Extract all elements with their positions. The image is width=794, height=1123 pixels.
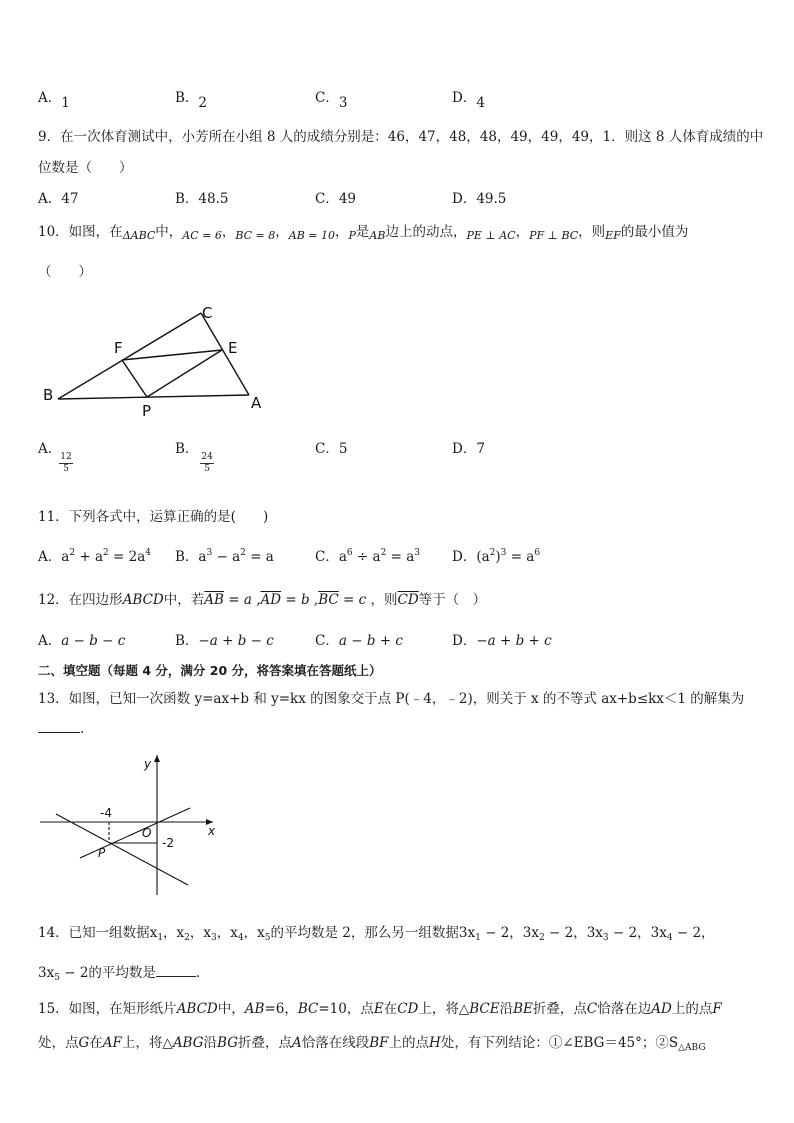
segment-bc: [58, 313, 201, 399]
q15-h: H: [429, 1035, 441, 1051]
q10-p: P: [348, 229, 356, 242]
q15-fall2: 恰落在线段: [301, 1035, 370, 1051]
origin-label: O: [142, 826, 152, 840]
q11-option-d: D．$(a^2)^3 = a^6$: [452, 548, 541, 565]
q8-option-a: [38, 86, 70, 111]
segment-ca: [201, 313, 249, 395]
q15-abcd: ABCD: [176, 1001, 218, 1017]
q15-abg: ABG: [172, 1035, 204, 1051]
q11-option-b-label: B．: [175, 549, 199, 565]
q15-be: BE: [513, 1001, 533, 1017]
q12-option-d-label: D．: [452, 633, 477, 649]
q14-average: 的平均数是 2，那么另一组数据: [270, 925, 459, 941]
q8-option-d: [452, 86, 485, 111]
q15-fold1: 折叠，点: [532, 1001, 587, 1017]
q10-stem: 10．如图，在$_{\Delta ABC}$中，$_{AC = 6}$，$_{BC = 8}$，$_{AB = 10}$，$_P$是$_{AB}$边上的动点，$_{PE \perp AC}$，$_{PF \perp BC}$，则$_{EF}$的最小值为: [38, 224, 689, 242]
q15-up: 上，将△: [418, 1001, 470, 1017]
q8-option-b-value: 2: [198, 95, 208, 111]
q12-option-d: D．−a + b + c: [452, 633, 552, 649]
q10-triangle: ΔABC: [122, 229, 156, 242]
q15-eq10: =10，点: [318, 1001, 374, 1017]
y-axis-label: y: [144, 757, 152, 771]
q10-ef: EF: [605, 229, 621, 242]
q10-option-c: C．5: [315, 441, 348, 457]
q15-conclusions: 处，有下列结论：①∠EBG＝45°；②S: [440, 1035, 679, 1051]
q10-mid2: 边上的动点，: [385, 224, 467, 240]
q10-paren: （ ）: [38, 264, 92, 280]
q15-on2: 在: [89, 1035, 103, 1051]
q14-tail: 的平均数是: [88, 965, 156, 981]
line-y-ax-b: [80, 808, 190, 858]
q11-option-b: B．$a^3 - a^2 = a$: [175, 548, 274, 565]
q12-option-b-label: B．: [175, 633, 199, 649]
q12-stem-c: 等于（ ）: [418, 592, 487, 608]
q15-eq6: =6，: [264, 1001, 298, 1017]
q10-triangle-figure: [38, 300, 278, 420]
q10-option-a-label: A．: [38, 441, 62, 457]
q15-fold2: 折叠，点: [238, 1035, 292, 1051]
label-f: F: [114, 339, 123, 357]
q8-option-b: [175, 86, 208, 111]
q11-option-d-label: D．: [452, 549, 477, 565]
q15-af: AF: [102, 1035, 122, 1051]
q14-stem-line2: $3x_5 - 2$的平均数是 .: [38, 965, 201, 983]
q10-prefix: 10．如图，在: [38, 224, 123, 240]
q15-f: F: [712, 1001, 722, 1017]
q15-g: G: [78, 1035, 90, 1051]
q9-stem-line2: 位数是（ ）: [38, 160, 133, 176]
q15-pt: 上的点: [671, 1001, 713, 1017]
point-p-label: P: [98, 846, 106, 860]
q10-ab: AB = 10: [288, 229, 336, 242]
q9-option-c: C．49: [315, 191, 357, 207]
q14-stem-line1: 14．已知一组数据$x_1$，$x_2$，$x_3$，$x_4$，$x_5$的平均数是 2，那么另一组数据$3x_1 - 2$，$3x_2 - 2$，$3x_3 - 2$，$3x_4 - 2$，: [38, 925, 715, 943]
segment-fp: [122, 360, 147, 397]
y-arrow-icon: [154, 755, 160, 762]
q11-option-c: C．$a^6 \div a^2 = a^3$: [315, 548, 421, 565]
q15-a: A: [292, 1035, 302, 1051]
label-b: B: [43, 386, 54, 404]
q15-along: 沿: [499, 1001, 514, 1017]
q15-c: C: [586, 1001, 598, 1017]
q10-option-b-fraction: [200, 452, 213, 475]
q14-prefix: 14．已知一组数据: [38, 925, 150, 941]
q13-answer-blank: [38, 720, 80, 733]
q15-ad: AD: [651, 1001, 672, 1017]
q12-option-a-label: A．: [38, 633, 62, 649]
q13-stem: 13．如图，已知一次函数 y=ax+b 和 y=kx 的图象交于点 P(﹣4，﹣2)，则关于 x 的不等式 ax+b≤kx＜1 的解集为: [38, 691, 745, 707]
q8-option-b-label: B．: [175, 90, 199, 106]
q15-e: E: [373, 1001, 384, 1017]
q10-pe-perp: PE ⊥ AC: [466, 229, 516, 242]
q15-pt2: 上的点: [388, 1035, 430, 1051]
section-fill-in-heading: 二、填空题（每题 4 分，满分 20 分，将答案填在答题纸上）: [38, 663, 382, 678]
q15-bce: BCE: [469, 1001, 500, 1017]
q8-option-c-label: C．: [315, 90, 339, 106]
q8-option-c-value: 3: [338, 95, 348, 111]
q12-stem-a: 12．在四边形: [38, 592, 123, 608]
q10-option-b-label: B．: [175, 441, 199, 457]
q15-fall: 恰落在边: [597, 1001, 652, 1017]
q12-abcd: ABCD: [122, 592, 164, 608]
q15-line1-b: 中，: [217, 1001, 245, 1017]
q14-end: .: [195, 965, 201, 981]
q10-option-b-denominator: 5: [204, 464, 211, 474]
q15-on: 在: [383, 1001, 398, 1017]
q10-option-a-numerator: 12: [60, 452, 72, 462]
q15-cd: CD: [397, 1001, 419, 1017]
tick-minus-2: -2: [162, 836, 174, 850]
q10-option-a-fraction: [59, 452, 72, 475]
q15-along2: 沿: [203, 1035, 218, 1051]
q10-ac: AC = 6: [182, 229, 222, 242]
label-p: P: [142, 402, 152, 420]
q12-option-c: C．a − b + c: [315, 633, 403, 649]
q9-option-a: A．47: [38, 191, 79, 207]
q9-option-b: B．48.5: [175, 191, 229, 207]
q15-line2-a: 处，点: [38, 1035, 79, 1051]
q10-option-b-numerator: 24: [201, 452, 213, 462]
q8-option-d-value: 4: [476, 95, 485, 111]
q10-option-d: D．7: [452, 441, 485, 457]
q11-option-c-label: C．: [315, 549, 339, 565]
q15-bg: BG: [217, 1035, 238, 1051]
q13-end: .: [80, 721, 85, 737]
q10-pf-perp: PF ⊥ BC: [529, 229, 579, 242]
q15-line1-a: 15．如图，在矩形纸片: [38, 1001, 177, 1017]
q15-stem-line2: [38, 1031, 706, 1053]
q12-option-c-label: C．: [315, 633, 339, 649]
q9-option-d: D．49.5: [452, 191, 507, 207]
label-c: C: [202, 304, 213, 322]
q8-option-d-label: D．: [452, 90, 477, 106]
q9-stem-line1: 9．在一次体育测试中，小芳所在小组 8 人的成绩分别是：46，47，48，48，49，49，49，1．则这 8 人体育成绩的中: [38, 129, 764, 145]
q15-bc: BC: [297, 1001, 319, 1017]
q10-ab-segment: AB: [369, 229, 386, 242]
q10-suffix: 的最小值为: [620, 224, 689, 240]
q10-option-b: [175, 437, 214, 474]
q10-bc: BC = 8: [235, 229, 276, 242]
q10-then: ，则: [578, 224, 606, 240]
q8-option-a-value: 1: [61, 95, 70, 111]
q14-answer-blank: [156, 964, 196, 977]
segment-ba: [58, 395, 249, 399]
q12-option-b: B．−a + b − c: [175, 633, 274, 649]
label-a: A: [251, 394, 262, 412]
q12-stem: 12．在四边形ABCD中，若$\overline{AB} = a$ $,\overline{AD} = b$ $,\overline{BC} = c$ ，则$\overline{CD}$等于（ ）: [38, 592, 487, 608]
q15-stem-line1: [38, 997, 722, 1017]
q8-option-a-label: A．: [38, 90, 62, 106]
q8-option-c: [315, 86, 348, 111]
q15-subscript-abg: △ABG: [678, 1043, 706, 1053]
q13-answer-line: [38, 720, 84, 737]
q11-stem: 11．下列各式中，运算正确的是( ): [38, 509, 269, 525]
q11-option-a-label: A．: [38, 549, 62, 565]
q13-graph-figure: [38, 750, 238, 900]
q12-stem-b: 中，若: [163, 592, 205, 608]
q10-mid1: 中，: [155, 224, 183, 240]
x-axis-label: x: [208, 824, 216, 838]
q12-option-a: A．a − b − c: [38, 633, 126, 649]
q10-option-a: [38, 437, 73, 474]
q15-ab: AB: [244, 1001, 265, 1017]
q15-bf: BF: [369, 1035, 389, 1051]
label-e: E: [228, 339, 238, 357]
q10-is: 是: [355, 224, 370, 240]
q10-option-a-denominator: 5: [63, 464, 69, 474]
tick-minus-4: -4: [100, 806, 112, 820]
q15-up2: 上，将△: [121, 1035, 173, 1051]
q11-option-a: A．$a^2 + a^2 = 2a^4$: [38, 548, 152, 565]
